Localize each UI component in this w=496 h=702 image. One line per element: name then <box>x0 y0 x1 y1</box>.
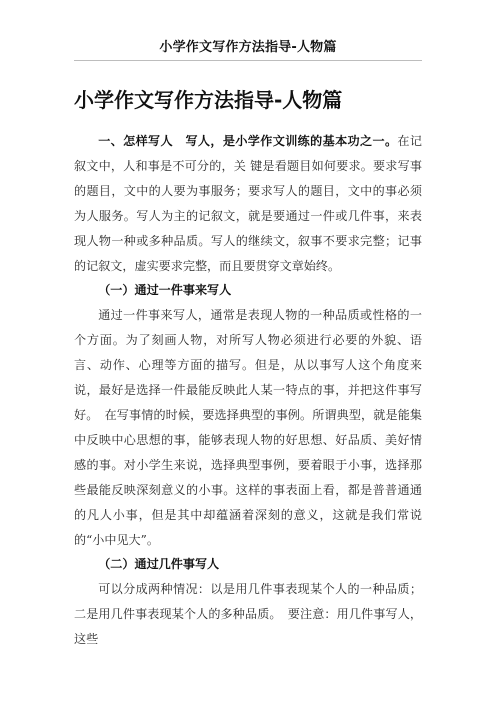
header-divider <box>74 60 422 61</box>
section-1-text: 在记叙文中，人和事是不可分的，关 键是看题目如何要求。要求写事的题目，文中的人要为事服务；要求写人的题目，文中的事必须为人服务。写人为主的记叙文，就是要通过一件或几件事，来表现人物一种或多种品质。写人的继续文，叙事不要求完整；记事的记叙文，虚实要求完整，而且要贯穿文章始终。 <box>74 134 422 273</box>
section-1-paragraph <box>74 129 422 278</box>
section-1-lead: 一、怎样写人 写人，是小学作文训练的基本功之一。 <box>98 134 398 148</box>
subsection-1-heading: （一）通过一件事来写人 <box>98 283 232 298</box>
running-header: 小学作文写作方法指导-人物篇 <box>159 40 337 55</box>
subsection-2-paragraph: 可以分成两种情况：以是用几件事表现某个人的一种品质；二是用几件事表现某个人的多种品质。 要注意：用几件事写人，这些 <box>74 582 422 647</box>
subsection-2-heading: （二）通过几件事写人 <box>98 557 220 572</box>
document-title: 小学作文写作方法指导-人物篇 <box>74 88 343 112</box>
subsection-1-paragraph: 通过一件事来写人，通常是表现人物的一种品质或性格的一个方面。为了刻画人物，对所写人物必须进行必要的外貌、语言、动作、心理等方面的描写。但是，从以事写人这个角度来说，最好是选择一件最能反映此人某一特点的事，并把这件事写好。 在写事情的时候，要选择典型的事例。所谓典型，就是能集中反映中心思想的事，能够表现人物的好思想、好品质、美好情感的事。对小学生来说，选择典型事例，要着眼于小事，选择那些最能反映深刻意义的小事。这样的事表面上看，都是普普通通的凡人小事，但是其中却蕴涵着深刻的意义，这就是我们常说的“小中见大”。 <box>74 308 422 547</box>
document-body <box>74 129 422 652</box>
